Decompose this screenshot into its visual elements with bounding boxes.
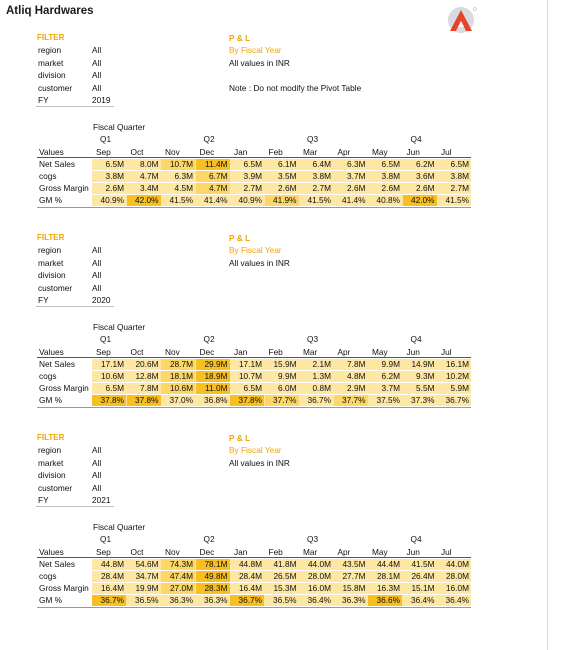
filter-heading: FILTER — [37, 433, 65, 442]
pivot-cell[interactable]: 37.3% — [403, 395, 437, 406]
pivot-cell[interactable]: 40.9% — [238, 195, 262, 205]
pivot-cell[interactable]: 6.3M — [161, 171, 195, 182]
filter-value-market[interactable]: All — [92, 57, 102, 68]
month-header-feb: Feb — [268, 347, 283, 357]
pivot-cell[interactable]: 41.5% — [169, 195, 193, 205]
month-header-jun: Jun — [406, 147, 420, 157]
pivot-bottom-line — [37, 607, 471, 608]
pivot-cell[interactable]: 3.7M — [347, 171, 366, 181]
pivot-cell[interactable]: 6.5M — [92, 383, 126, 394]
month-header-oct: Oct — [130, 347, 144, 357]
pivot-cell[interactable]: 14.9M — [403, 359, 437, 370]
pivot-cell[interactable]: 42.0% — [127, 195, 161, 206]
month-header-mar: Mar — [303, 147, 318, 157]
fy-underline — [36, 106, 114, 107]
filter-label-market: market — [38, 257, 64, 268]
pivot-cell[interactable]: 10.6M — [92, 371, 126, 382]
pivot-cell[interactable]: 37.8% — [127, 395, 161, 406]
month-header-jul: Jul — [441, 147, 452, 157]
sheet-edge-line — [547, 0, 548, 650]
pl-title: P & L — [229, 433, 251, 443]
month-header-jan: Jan — [234, 547, 248, 557]
pivot-cell[interactable]: 6.5M — [381, 159, 400, 169]
month-header-sep: Sep — [96, 347, 111, 357]
pivot-cell[interactable]: 37.0% — [161, 395, 195, 406]
filter-value-customer[interactable]: All — [92, 482, 102, 493]
row-label-gm-: GM % — [39, 595, 63, 605]
month-header-nov: Nov — [165, 147, 180, 157]
pivot-cell[interactable]: 2.7M — [243, 183, 262, 193]
pivot-cell[interactable]: 15.9M — [265, 359, 299, 370]
pivot-cell[interactable]: 20.6M — [127, 359, 161, 370]
pivot-cell[interactable]: 41.4% — [341, 195, 366, 205]
filter-value-fy[interactable]: 2020 — [92, 295, 111, 306]
pivot-cell[interactable]: 74.3M — [161, 559, 195, 570]
pivot-cell[interactable]: 28.3M — [196, 583, 230, 594]
filter-label-customer: customer — [38, 282, 73, 293]
pivot-cell[interactable]: 40.8% — [376, 195, 400, 205]
filter-label-market: market — [38, 457, 64, 468]
pl-subtitle: By Fiscal Year — [229, 445, 282, 455]
pivot-cell[interactable]: 37.8% — [92, 395, 126, 406]
pivot-cell[interactable]: 43.5M — [334, 559, 368, 570]
month-header-jan: Jan — [234, 147, 248, 157]
row-label-gross-margin: Gross Margin — [39, 383, 89, 393]
pivot-cell[interactable]: 54.6M — [127, 559, 161, 570]
pivot-cell[interactable]: 16.3M — [368, 583, 402, 594]
fy-underline — [36, 306, 114, 307]
pivot-cell[interactable]: 3.8M — [450, 171, 469, 181]
pivot-cell[interactable]: 3.4M — [127, 183, 161, 194]
pivot-cell[interactable]: 10.7M — [230, 371, 264, 382]
pivot-cell[interactable]: 4.7M — [127, 171, 161, 182]
filter-label-customer: customer — [38, 482, 73, 493]
pivot-cell[interactable]: 36.3% — [169, 595, 193, 605]
pivot-cell[interactable]: 10.2M — [437, 371, 471, 382]
filter-label-customer: customer — [38, 82, 73, 93]
pivot-cell[interactable]: 42.0% — [403, 195, 437, 206]
pivot-cell[interactable]: 41.4% — [203, 195, 228, 205]
quarter-label-q2: Q2 — [203, 534, 215, 544]
pivot-cell[interactable]: 15.1M — [403, 583, 437, 594]
pivot-cell[interactable]: 17.1M — [230, 359, 264, 370]
filter-label-region: region — [38, 445, 62, 455]
month-header-dec: Dec — [199, 347, 215, 357]
month-header-may: May — [372, 147, 388, 157]
filter-label-market: market — [38, 57, 64, 68]
month-header-apr: Apr — [337, 147, 351, 157]
pivot-cell[interactable]: 36.7% — [445, 395, 469, 405]
filter-label-division: division — [38, 270, 66, 281]
filter-label-division: division — [38, 470, 66, 481]
quarter-label-q1: Q1 — [100, 134, 112, 144]
pivot-header-line — [37, 357, 471, 358]
filter-value-division[interactable]: All — [92, 470, 102, 481]
filter-label-fy: FY — [38, 495, 49, 506]
pivot-cell[interactable]: 26.5M — [265, 571, 299, 582]
page-title: Atliq Hardwares — [6, 5, 94, 17]
row-label-gross-margin: Gross Margin — [39, 183, 89, 193]
pivot-bottom-line — [37, 207, 471, 208]
pivot-cell[interactable]: 9.3M — [403, 371, 437, 382]
month-header-mar: Mar — [303, 547, 318, 557]
pivot-cell[interactable]: 2.1M — [312, 359, 331, 369]
month-header-jun: Jun — [406, 547, 420, 557]
filter-value-customer[interactable]: All — [92, 82, 102, 93]
pivot-cell[interactable]: 36.7% — [307, 395, 331, 405]
pivot-cell[interactable]: 19.9M — [127, 583, 161, 594]
values-label: Values — [39, 147, 64, 157]
pivot-cell[interactable]: 40.9% — [100, 195, 124, 205]
filter-value-market[interactable]: All — [92, 257, 102, 268]
filter-value-customer[interactable]: All — [92, 282, 102, 293]
pivot-cell[interactable]: 41.5M — [403, 559, 437, 570]
month-header-dec: Dec — [199, 547, 215, 557]
quarter-label-q1: Q1 — [100, 334, 112, 344]
pivot-cell[interactable]: 4.7M — [196, 183, 230, 194]
pivot-cell[interactable]: 16.1M — [437, 359, 471, 370]
pivot-cell[interactable]: 6.5M — [230, 383, 264, 394]
pivot-cell[interactable]: 6.5M — [243, 159, 262, 169]
pivot-cell[interactable]: 11.0M — [196, 383, 230, 394]
fiscal-quarter-header: Fiscal Quarter — [93, 522, 146, 532]
values-label: Values — [39, 547, 64, 557]
pivot-cell[interactable]: 36.6% — [368, 595, 402, 606]
pivot-cell[interactable]: 6.0M — [265, 383, 299, 394]
pivot-cell[interactable]: 41.5% — [445, 195, 469, 205]
pl-note-inr: All values in INR — [229, 58, 290, 68]
month-header-apr: Apr — [337, 547, 351, 557]
pivot-cell[interactable]: 36.3% — [341, 595, 366, 605]
pivot-cell[interactable]: 8.0M — [127, 159, 161, 170]
month-header-sep: Sep — [96, 547, 111, 557]
pivot-cell[interactable]: 3.7M — [381, 383, 400, 393]
month-header-feb: Feb — [268, 547, 283, 557]
pivot-header-line — [37, 157, 471, 158]
pivot-cell[interactable]: 10.7M — [161, 159, 195, 170]
pivot-cell[interactable]: 37.7% — [334, 395, 368, 406]
month-header-jan: Jan — [234, 347, 248, 357]
month-header-apr: Apr — [337, 347, 351, 357]
pivot-cell[interactable]: 6.2M — [381, 371, 400, 381]
filter-label-region: region — [38, 45, 62, 55]
pivot-cell[interactable]: 3.5M — [278, 171, 297, 181]
pivot-cell[interactable]: 41.8M — [265, 559, 299, 570]
month-header-nov: Nov — [165, 347, 180, 357]
pivot-cell[interactable]: 16.4M — [230, 583, 264, 594]
pivot-cell[interactable]: 37.8% — [230, 395, 264, 406]
pivot-cell[interactable]: 2.7M — [312, 183, 331, 193]
pivot-cell[interactable]: 16.0M — [299, 583, 333, 594]
pivot-cell[interactable]: 34.7M — [127, 571, 161, 582]
filter-value-region[interactable]: All — [92, 245, 102, 255]
quarter-label-q3: Q3 — [307, 334, 319, 344]
pl-note-inr: All values in INR — [229, 458, 290, 468]
pivot-cell[interactable]: 36.5% — [265, 595, 299, 606]
pivot-cell[interactable]: 6.7M — [196, 171, 230, 182]
pl-note-pivot: Note : Do not modify the Pivot Table — [229, 83, 362, 93]
pivot-cell[interactable]: 36.7% — [92, 595, 126, 606]
pl-title: P & L — [229, 233, 251, 243]
pl-title: P & L — [229, 33, 251, 43]
pivot-cell[interactable]: 7.8M — [347, 359, 366, 369]
pivot-cell[interactable]: 44.0M — [299, 559, 333, 570]
pivot-cell[interactable]: 78.1M — [196, 559, 230, 570]
month-header-mar: Mar — [303, 347, 318, 357]
month-header-jun: Jun — [406, 347, 420, 357]
quarter-label-q3: Q3 — [307, 534, 319, 544]
pivot-cell[interactable]: 49.8M — [196, 571, 230, 582]
pivot-cell[interactable]: 6.1M — [278, 159, 297, 169]
row-label-gm-: GM % — [39, 395, 63, 405]
month-header-jul: Jul — [441, 347, 452, 357]
filter-label-fy: FY — [38, 95, 49, 106]
row-label-cogs: cogs — [39, 171, 57, 181]
pivot-cell[interactable]: 3.8M — [381, 171, 400, 181]
pivot-cell[interactable]: 47.4M — [161, 571, 195, 582]
pivot-cell[interactable]: 41.9% — [265, 195, 299, 206]
atliq-logo-icon — [444, 5, 478, 35]
filter-value-region[interactable]: All — [92, 445, 102, 455]
pivot-cell[interactable]: 28.4M — [230, 571, 264, 582]
filter-value-division[interactable]: All — [92, 70, 102, 81]
pl-subtitle: By Fiscal Year — [229, 45, 282, 55]
filter-label-division: division — [38, 70, 66, 81]
pivot-cell[interactable]: 2.6M — [416, 183, 435, 193]
pivot-cell[interactable]: 44.4M — [368, 559, 402, 570]
pivot-cell[interactable]: 5.9M — [437, 383, 471, 394]
month-header-oct: Oct — [130, 547, 144, 557]
pivot-header-line — [37, 557, 471, 558]
pivot-cell[interactable]: 36.3% — [203, 595, 228, 605]
pivot-cell[interactable]: 36.4% — [437, 595, 471, 606]
pivot-cell[interactable]: 36.5% — [127, 595, 161, 606]
month-header-nov: Nov — [165, 547, 180, 557]
filter-value-fy[interactable]: 2019 — [92, 95, 111, 106]
pivot-cell[interactable]: 1.3M — [312, 371, 331, 381]
filter-heading: FILTER — [37, 233, 65, 242]
pivot-cell[interactable]: 17.1M — [92, 359, 126, 370]
pivot-cell[interactable]: 16.4M — [92, 583, 126, 594]
month-header-may: May — [372, 547, 388, 557]
pivot-cell[interactable]: 18.9M — [196, 371, 230, 382]
pivot-cell[interactable]: 2.7M — [450, 183, 469, 193]
pivot-cell[interactable]: 27.7M — [334, 571, 368, 582]
pivot-cell[interactable]: 6.5M — [105, 159, 124, 169]
month-header-may: May — [372, 347, 388, 357]
pivot-cell[interactable]: 0.8M — [312, 383, 331, 393]
pivot-cell[interactable]: 41.5% — [307, 195, 331, 205]
pivot-cell[interactable]: 37.5% — [368, 395, 402, 406]
pivot-cell[interactable]: 2.9M — [347, 383, 366, 393]
fiscal-quarter-header: Fiscal Quarter — [93, 322, 146, 332]
pivot-cell[interactable]: 4.8M — [347, 371, 366, 381]
pivot-cell[interactable]: 36.8% — [203, 395, 228, 405]
pivot-cell[interactable]: 15.3M — [265, 583, 299, 594]
filter-value-division[interactable]: All — [92, 270, 102, 281]
quarter-label-q1: Q1 — [100, 534, 112, 544]
pivot-cell[interactable]: 16.0M — [437, 583, 471, 594]
row-label-cogs: cogs — [39, 571, 57, 581]
pivot-cell[interactable]: 36.4% — [307, 595, 331, 605]
pivot-cell[interactable]: 37.7% — [265, 395, 299, 406]
quarter-label-q4: Q4 — [410, 134, 422, 144]
pivot-cell[interactable]: 6.5M — [450, 159, 469, 169]
pivot-cell[interactable]: 3.8M — [312, 171, 331, 181]
pivot-cell[interactable]: 29.9M — [196, 359, 230, 370]
row-label-gross-margin: Gross Margin — [39, 583, 89, 593]
pivot-bottom-line — [37, 407, 471, 408]
pl-subtitle: By Fiscal Year — [229, 245, 282, 255]
pivot-cell[interactable]: 27.0M — [161, 583, 195, 594]
month-header-oct: Oct — [130, 147, 144, 157]
month-header-jul: Jul — [441, 547, 452, 557]
quarter-label-q4: Q4 — [410, 334, 422, 344]
pivot-cell[interactable]: 3.8M — [105, 171, 124, 181]
pivot-cell[interactable]: 6.4M — [312, 159, 331, 169]
row-label-cogs: cogs — [39, 371, 57, 381]
quarter-label-q2: Q2 — [203, 334, 215, 344]
pivot-cell[interactable]: 36.7% — [230, 595, 264, 606]
filter-value-market[interactable]: All — [92, 457, 102, 468]
month-header-sep: Sep — [96, 147, 111, 157]
row-label-gm-: GM % — [39, 195, 63, 205]
filter-value-fy[interactable]: 2021 — [92, 495, 111, 506]
pivot-cell[interactable]: 10.6M — [161, 383, 195, 394]
values-label: Values — [39, 347, 64, 357]
filter-label-fy: FY — [38, 295, 49, 306]
pivot-cell[interactable]: 3.6M — [416, 171, 435, 181]
pivot-cell[interactable]: 36.4% — [403, 595, 437, 606]
filter-label-region: region — [38, 245, 62, 255]
pivot-cell[interactable]: 28.4M — [92, 571, 126, 582]
fy-underline — [36, 506, 114, 507]
quarter-label-q3: Q3 — [307, 134, 319, 144]
pivot-cell[interactable]: 12.8M — [127, 371, 161, 382]
pivot-cell[interactable]: 18.1M — [161, 371, 195, 382]
pivot-cell[interactable]: 4.5M — [161, 183, 195, 194]
pivot-cell[interactable]: 11.4M — [196, 159, 230, 170]
quarter-label-q2: Q2 — [203, 134, 215, 144]
pivot-cell[interactable]: 15.8M — [334, 583, 368, 594]
pivot-cell[interactable]: 28.1M — [368, 571, 402, 582]
month-header-feb: Feb — [268, 147, 283, 157]
pivot-cell[interactable]: 28.7M — [161, 359, 195, 370]
pivot-cell[interactable]: 6.2M — [416, 159, 435, 169]
pivot-cell[interactable]: 9.9M — [265, 371, 299, 382]
pivot-cell[interactable]: 6.3M — [347, 159, 366, 169]
pivot-cell[interactable]: 28.0M — [299, 571, 333, 582]
pivot-cell[interactable]: 44.8M — [92, 559, 126, 570]
row-label-net-sales: Net Sales — [39, 359, 75, 369]
pivot-cell[interactable]: 2.6M — [381, 183, 400, 193]
pivot-cell[interactable]: 2.6M — [105, 183, 124, 193]
pivot-cell[interactable]: 26.4M — [403, 571, 437, 582]
pivot-cell[interactable]: 5.5M — [403, 383, 437, 394]
filter-heading: FILTER — [37, 33, 65, 42]
quarter-label-q4: Q4 — [410, 534, 422, 544]
pivot-cell[interactable]: 28.0M — [437, 571, 471, 582]
pivot-cell[interactable]: 44.0M — [437, 559, 471, 570]
row-label-net-sales: Net Sales — [39, 159, 75, 169]
pivot-cell[interactable]: 44.8M — [230, 559, 264, 570]
fiscal-quarter-header: Fiscal Quarter — [93, 122, 146, 132]
pivot-cell[interactable]: 2.6M — [347, 183, 366, 193]
pivot-cell[interactable]: 3.9M — [243, 171, 262, 181]
filter-value-region[interactable]: All — [92, 45, 102, 55]
pl-note-inr: All values in INR — [229, 258, 290, 268]
month-header-dec: Dec — [199, 147, 215, 157]
pivot-cell[interactable]: 9.9M — [381, 359, 400, 369]
pivot-cell[interactable]: 7.8M — [127, 383, 161, 394]
row-label-net-sales: Net Sales — [39, 559, 75, 569]
pivot-cell[interactable]: 2.6M — [278, 183, 297, 193]
